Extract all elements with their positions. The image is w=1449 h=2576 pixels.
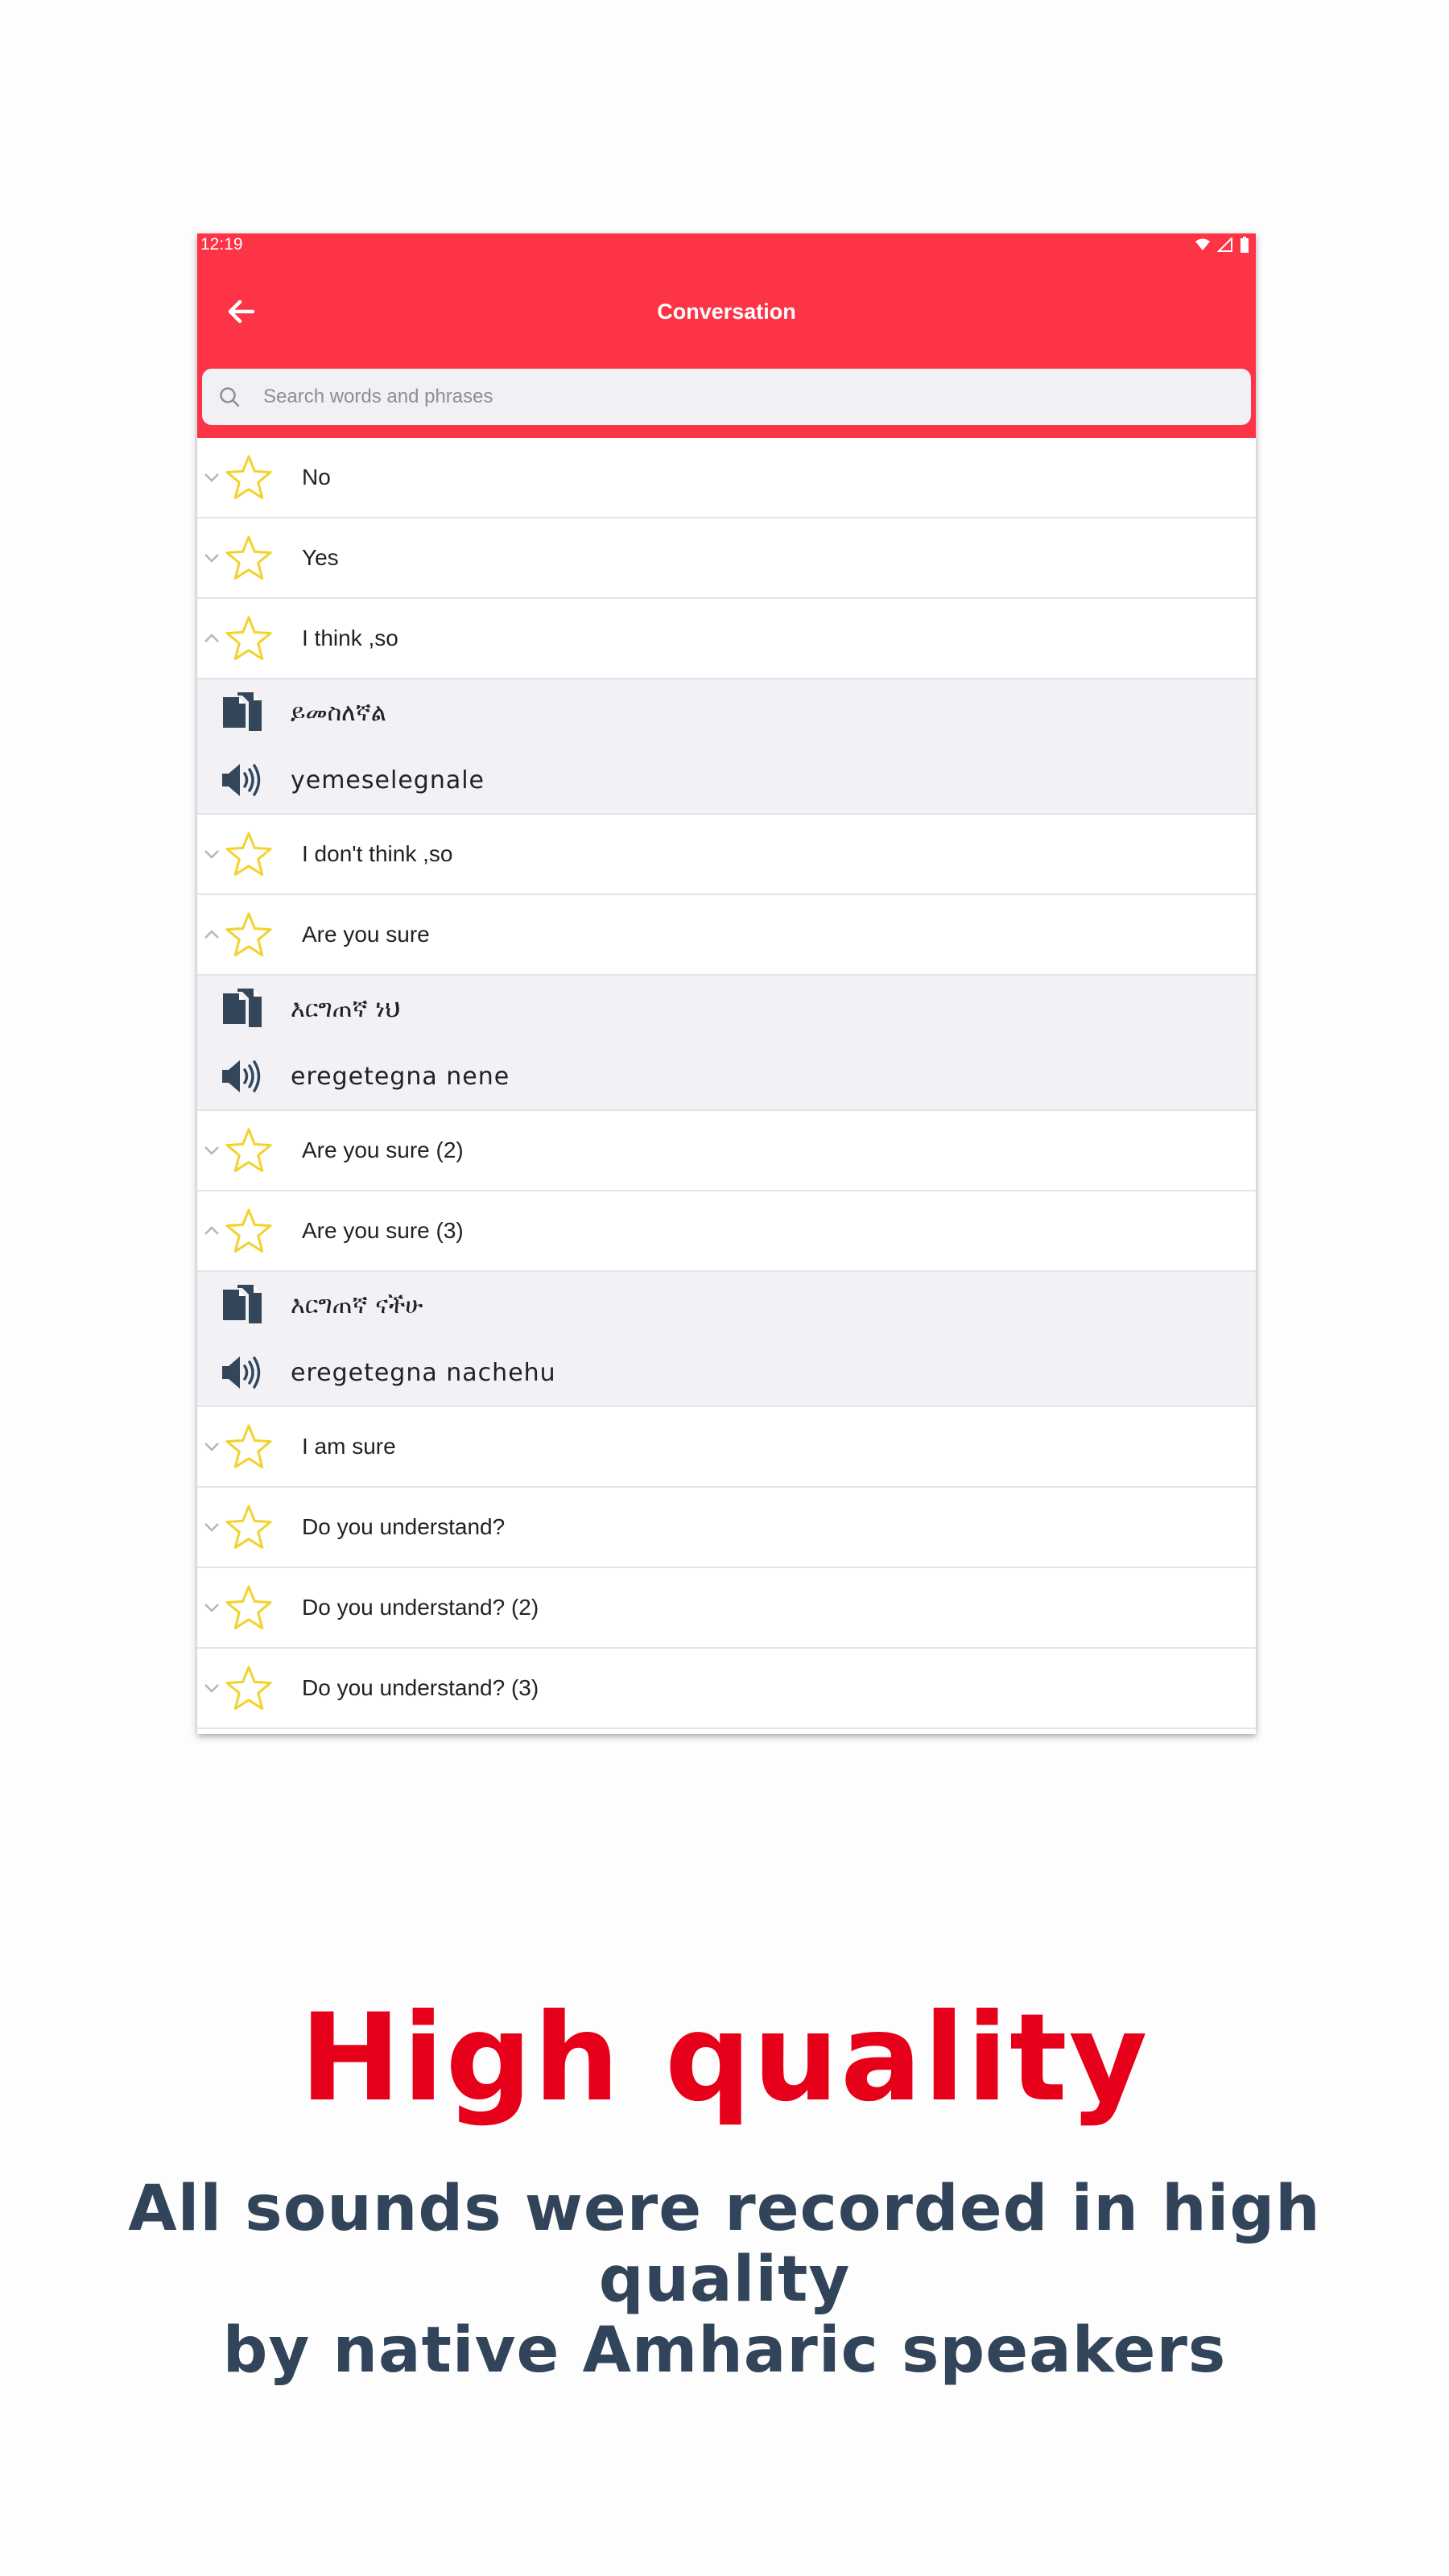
- expand-toggle[interactable]: [204, 469, 220, 485]
- amharic-line: [197, 1280, 1256, 1330]
- amharic-line: [197, 984, 1256, 1034]
- star-icon: [225, 535, 273, 581]
- star-icon: [225, 1504, 273, 1550]
- favorite-button[interactable]: [223, 909, 275, 960]
- amharic-text: እርግጠኛ ናችሁ: [291, 1290, 423, 1319]
- promo-subtext-line-1: All sounds were recorded in high quality: [128, 2173, 1321, 2316]
- transliteration-text: eregetegna nene: [291, 1062, 510, 1091]
- copy-icon: [221, 691, 263, 734]
- play-audio-button[interactable]: [218, 1052, 266, 1100]
- search-container: [197, 367, 1256, 438]
- star-icon: [225, 1127, 273, 1174]
- favorite-button[interactable]: [223, 1421, 275, 1472]
- copy-button[interactable]: [218, 985, 266, 1033]
- copy-button[interactable]: [218, 688, 266, 737]
- phrase-row[interactable]: [197, 895, 1256, 976]
- expand-toggle[interactable]: [204, 846, 220, 862]
- copy-icon: [221, 987, 263, 1030]
- chevron-down-icon: [204, 473, 220, 482]
- wifi-icon: [1195, 237, 1211, 252]
- status-bar: [197, 233, 1256, 256]
- transliteration-line: [197, 1348, 1256, 1397]
- transliteration-line: [197, 755, 1256, 805]
- phone-screen: [197, 233, 1256, 1734]
- chevron-down-icon: [204, 1522, 220, 1532]
- expand-toggle[interactable]: [204, 1680, 220, 1696]
- phrase-text: Do you understand? (3): [302, 1675, 539, 1700]
- transliteration-text: yemeselegnale: [291, 766, 485, 795]
- play-audio-button[interactable]: [218, 756, 266, 804]
- translation-panel: [197, 679, 1256, 815]
- star-icon: [225, 1665, 273, 1711]
- amharic-line: [197, 687, 1256, 737]
- phrase-row[interactable]: [197, 1649, 1256, 1729]
- phrase-text: Do you understand? (2): [302, 1595, 539, 1620]
- signal-icon: [1217, 237, 1233, 252]
- chevron-down-icon: [204, 1603, 220, 1612]
- favorite-button[interactable]: [223, 613, 275, 664]
- phrase-text: I am sure: [302, 1434, 396, 1459]
- star-icon: [225, 831, 273, 877]
- favorite-button[interactable]: [223, 532, 275, 584]
- search-icon: [218, 386, 241, 408]
- star-icon: [225, 1208, 273, 1254]
- search-bar[interactable]: [202, 369, 1251, 425]
- favorite-button[interactable]: [223, 828, 275, 880]
- speaker-icon: [221, 1354, 264, 1391]
- translation-panel: [197, 1272, 1256, 1407]
- expand-toggle[interactable]: [204, 1223, 220, 1239]
- star-icon: [225, 1423, 273, 1470]
- phrase-text: Do you understand?: [302, 1514, 506, 1539]
- promo-subtext-line-2: by native Amharic speakers: [222, 2314, 1227, 2387]
- chevron-down-icon: [204, 1442, 220, 1451]
- expand-toggle[interactable]: [204, 1142, 220, 1158]
- status-time: 12:19: [200, 235, 243, 254]
- amharic-text: እርግጠኛ ነህ: [291, 994, 401, 1023]
- phrase-text: Are you sure (3): [302, 1218, 464, 1243]
- chevron-down-icon: [204, 1683, 220, 1693]
- star-icon: [225, 1584, 273, 1631]
- phrase-row[interactable]: [197, 1111, 1256, 1191]
- phrase-row[interactable]: [197, 518, 1256, 599]
- translation-panel: [197, 976, 1256, 1111]
- chevron-up-icon: [204, 930, 220, 939]
- search-input[interactable]: [262, 385, 1150, 409]
- speaker-icon: [221, 1058, 264, 1095]
- phrase-row[interactable]: [197, 599, 1256, 679]
- favorite-button[interactable]: [223, 452, 275, 503]
- amharic-text: ይመስለኛል: [291, 698, 386, 727]
- expand-toggle[interactable]: [204, 550, 220, 566]
- transliteration-line: [197, 1051, 1256, 1101]
- favorite-button[interactable]: [223, 1501, 275, 1553]
- phrase-text: Yes: [302, 545, 339, 570]
- phrase-text: Are you sure (2): [302, 1137, 464, 1162]
- phrase-row[interactable]: [197, 1191, 1256, 1272]
- chevron-up-icon: [204, 634, 220, 643]
- promo-subtext: [0, 2174, 1449, 2386]
- phrase-text: No: [302, 464, 331, 489]
- phrase-list: [197, 438, 1256, 1729]
- phrase-text: Are you sure: [302, 922, 430, 947]
- copy-icon: [221, 1283, 263, 1327]
- chevron-down-icon: [204, 849, 220, 859]
- status-icons: [1195, 237, 1249, 253]
- expand-toggle[interactable]: [204, 630, 220, 646]
- back-button[interactable]: [221, 292, 260, 331]
- favorite-button[interactable]: [223, 1205, 275, 1257]
- battery-icon: [1240, 237, 1249, 253]
- expand-toggle[interactable]: [204, 1439, 220, 1455]
- favorite-button[interactable]: [223, 1662, 275, 1714]
- phrase-text: I don't think ,so: [302, 841, 453, 866]
- speaker-icon: [221, 762, 264, 799]
- expand-toggle[interactable]: [204, 1519, 220, 1535]
- play-audio-button[interactable]: [218, 1348, 266, 1397]
- transliteration-text: eregetegna nachehu: [291, 1358, 556, 1387]
- chevron-down-icon: [204, 553, 220, 563]
- phrase-text: I think ,so: [302, 625, 398, 650]
- page-title: Conversation: [657, 299, 796, 324]
- favorite-button[interactable]: [223, 1582, 275, 1633]
- star-icon: [225, 454, 273, 501]
- arrow-left-icon: [227, 299, 254, 324]
- star-icon: [225, 911, 273, 958]
- app-bar: [197, 256, 1256, 367]
- phrase-row[interactable]: [197, 1568, 1256, 1649]
- phrase-row[interactable]: [197, 438, 1256, 518]
- expand-toggle[interactable]: [204, 1600, 220, 1616]
- copy-button[interactable]: [218, 1281, 266, 1329]
- phrase-row[interactable]: [197, 815, 1256, 895]
- expand-toggle[interactable]: [204, 927, 220, 943]
- phrase-row[interactable]: [197, 1488, 1256, 1568]
- star-icon: [225, 615, 273, 662]
- chevron-down-icon: [204, 1146, 220, 1155]
- promo-headline: High quality: [299, 1988, 1150, 2128]
- favorite-button[interactable]: [223, 1125, 275, 1176]
- phrase-row[interactable]: [197, 1407, 1256, 1488]
- chevron-up-icon: [204, 1226, 220, 1236]
